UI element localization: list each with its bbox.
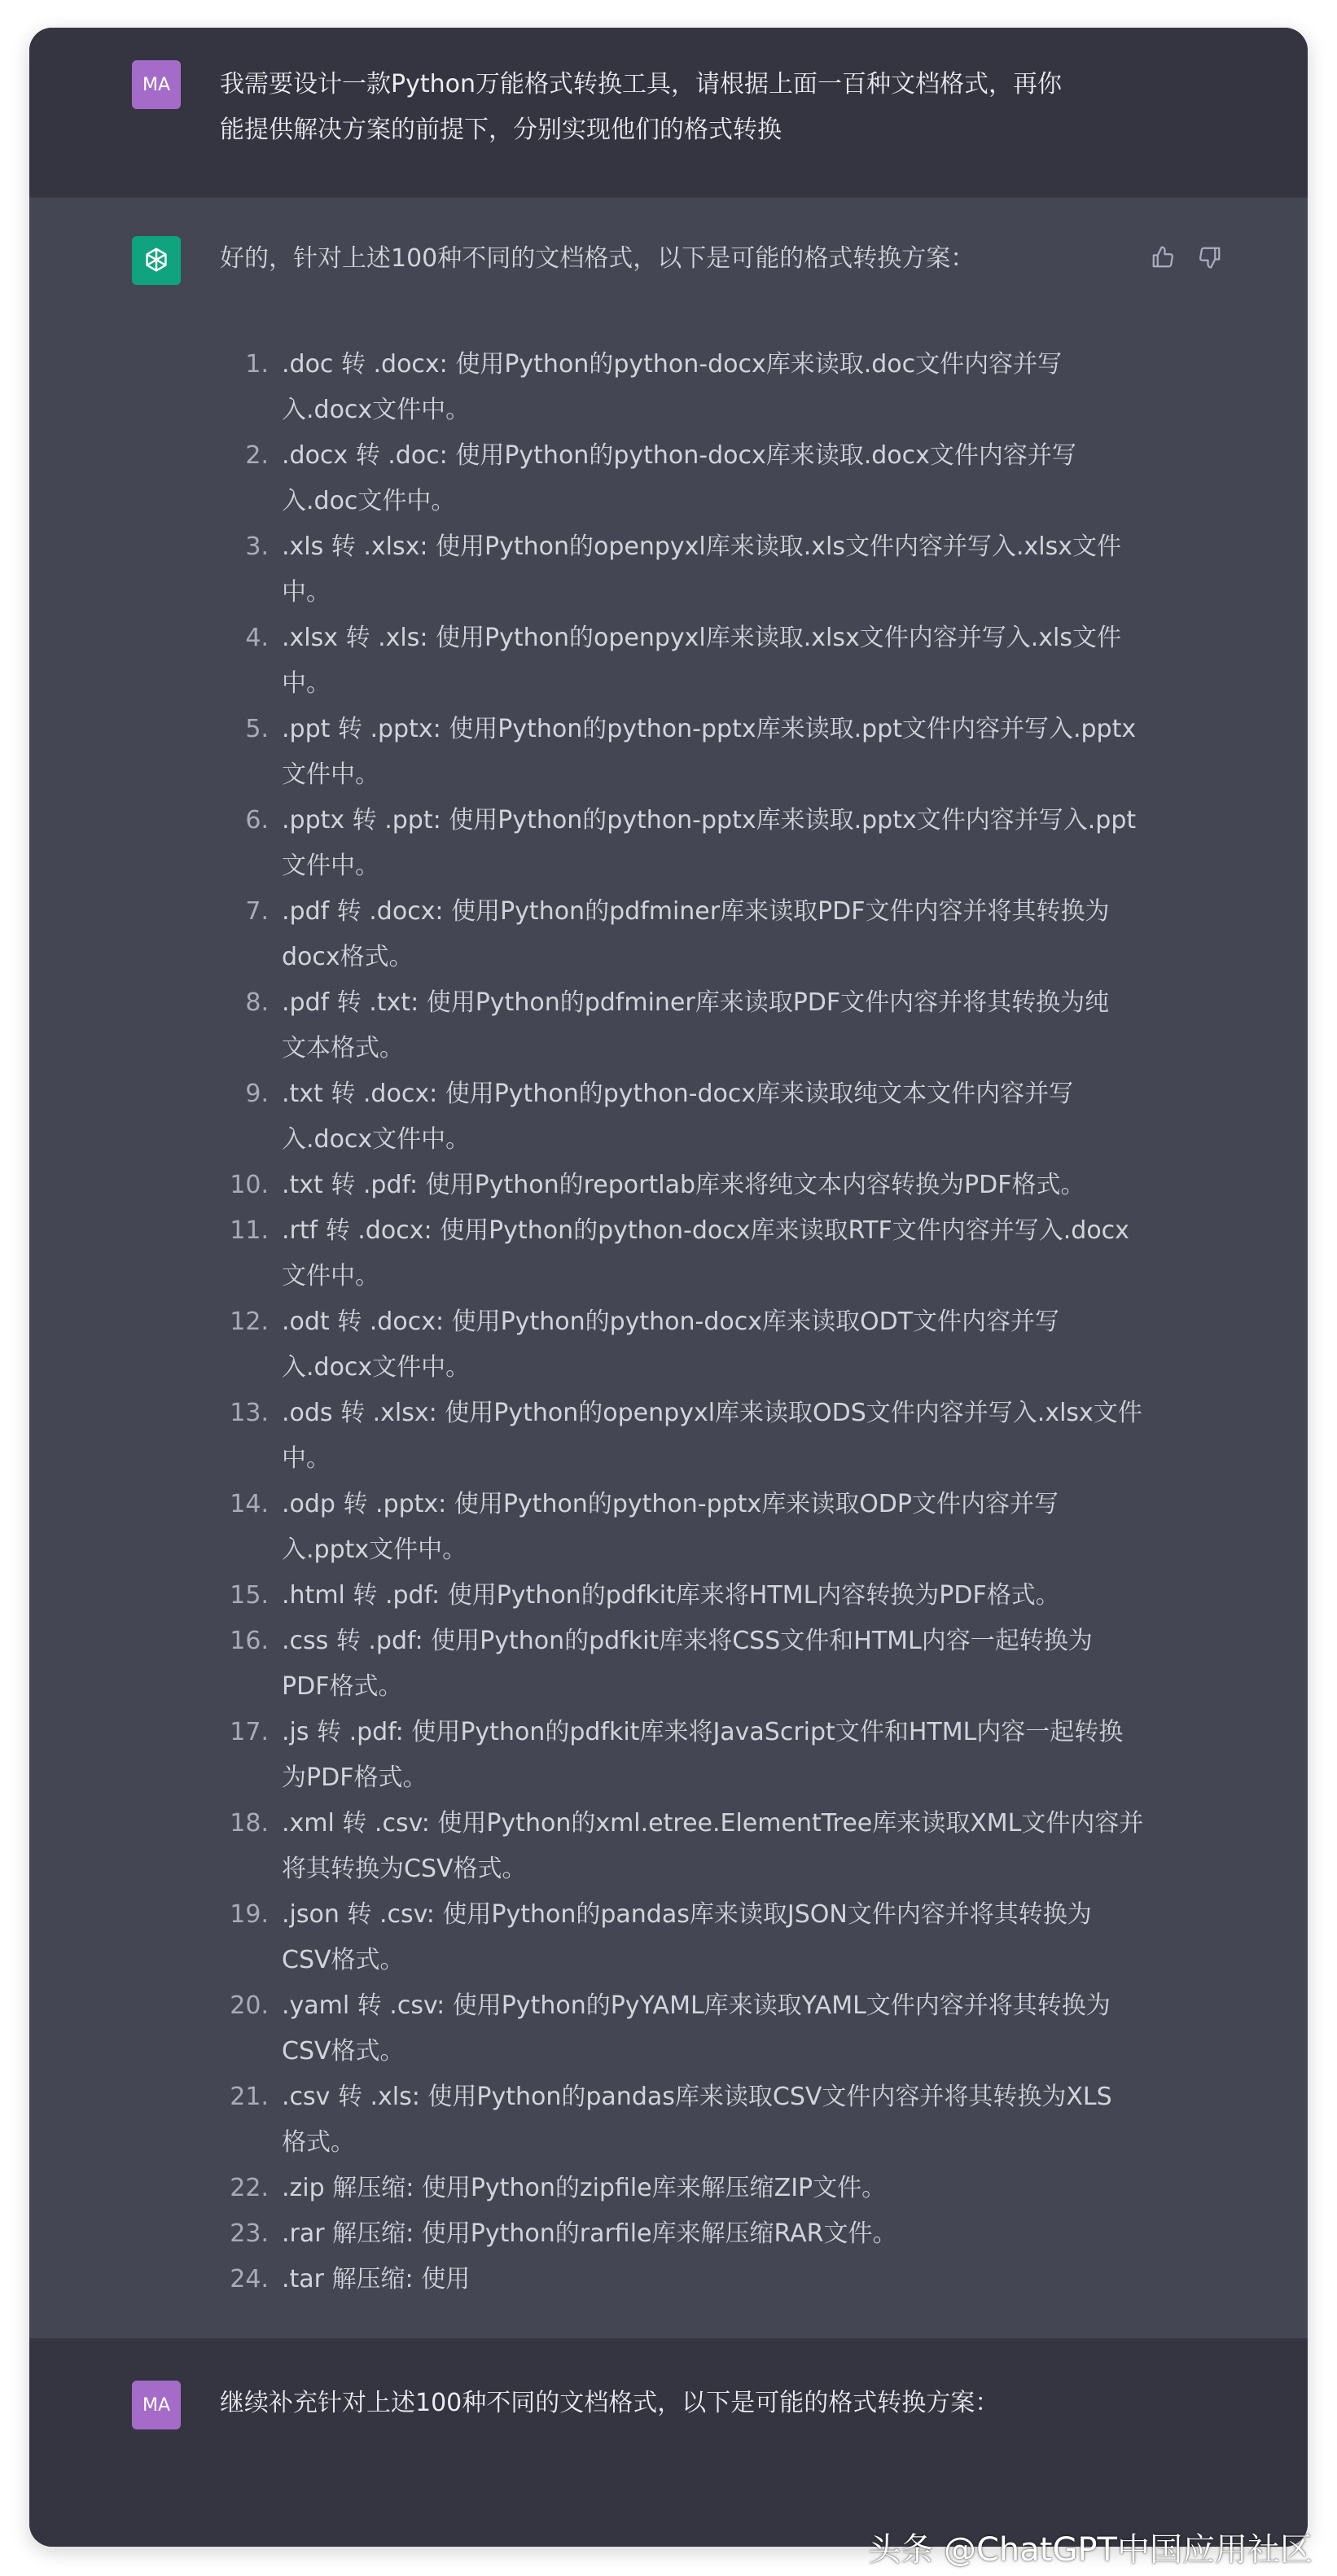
list-item-line: .pptx 转 .ppt: 使用Python的python-pptx库来读取.pptx文件内容并写入.ppt <box>282 806 1137 835</box>
list-item-line: 文本格式。 <box>282 1034 404 1062</box>
list-item-number: 13. <box>230 1399 269 1427</box>
list-item-line: .docx 转 .doc: 使用Python的python-docx库来读取.docx文件内容并写 <box>282 441 1076 470</box>
list-item-number: 8. <box>245 988 269 1017</box>
list-item-number: 21. <box>230 2083 269 2111</box>
thumbs-down-button[interactable] <box>1194 241 1226 274</box>
list-item <box>160 2074 1169 2166</box>
list-item <box>160 2211 1169 2257</box>
list-item <box>160 1619 1169 1710</box>
list-item <box>160 616 1169 707</box>
list-item-line: .xls 转 .xlsx: 使用Python的openpyxl库来读取.xls文件内容并写入.xlsx文件 <box>282 532 1121 561</box>
assistant-intro-text: 好的，针对上述100种不同的文档格式，以下是可能的格式转换方案： <box>220 244 975 273</box>
thumbs-up-icon <box>1151 245 1175 269</box>
list-item-line: 中。 <box>282 578 331 607</box>
list-item-number: 6. <box>245 806 269 835</box>
list-item-line: docx格式。 <box>282 943 414 971</box>
list-item-line: 入.doc文件中。 <box>282 487 456 515</box>
list-item-number: 24. <box>230 2265 269 2293</box>
list-item <box>160 1299 1169 1391</box>
list-item <box>160 798 1169 889</box>
list-item-number: 7. <box>245 897 269 926</box>
list-item-number: 22. <box>230 2174 269 2202</box>
list-item-line: PDF格式。 <box>282 1672 403 1701</box>
list-item-number: 2. <box>245 441 269 470</box>
list-item-number: 9. <box>245 1080 269 1108</box>
list-item <box>160 1071 1169 1163</box>
list-item-line: 为PDF格式。 <box>282 1763 427 1792</box>
user-message <box>29 2338 1308 2547</box>
list-item-line: .doc 转 .docx: 使用Python的python-docx库来读取.doc文件内容并写 <box>282 350 1063 379</box>
list-item-number: 11. <box>230 1216 269 1245</box>
list-item-number: 17. <box>230 1718 269 1746</box>
list-item <box>160 1391 1169 1482</box>
list-item <box>160 342 1169 433</box>
list-item-line: CSV格式。 <box>282 2037 405 2066</box>
list-item-line: .tar 解压缩: 使用 <box>282 2265 471 2293</box>
list-item-number: 10. <box>230 1171 269 1199</box>
watermark: 头条 @ChatGPT中国应用社区 <box>868 2531 1313 2569</box>
user-avatar: MA <box>132 2381 181 2429</box>
list-item-number: 23. <box>230 2219 269 2248</box>
user-message-line: 我需要设计一款Python万能格式转换工具，请根据上面一百种文档格式，再你 <box>220 70 1062 99</box>
list-item-number: 20. <box>230 1991 269 2020</box>
list-item-line: 入.docx文件中。 <box>282 1125 471 1154</box>
thumbs-down-icon <box>1198 245 1222 269</box>
list-item-number: 4. <box>245 624 269 652</box>
list-item <box>160 1208 1169 1299</box>
list-item-line: .html 转 .pdf: 使用Python的pdfkit库来将HTML内容转换为PDF格式。 <box>282 1581 1060 1610</box>
list-item <box>160 1801 1169 1892</box>
list-item <box>160 1573 1169 1619</box>
list-item-line: .ppt 转 .pptx: 使用Python的python-pptx库来读取.ppt文件内容并写入.pptx <box>282 715 1137 743</box>
list-item-number: 18. <box>230 1809 269 1838</box>
list-item-line: .csv 转 .xls: 使用Python的pandas库来读取CSV文件内容并将其转换为XLS <box>282 2083 1112 2111</box>
list-item-number: 14. <box>230 1490 269 1518</box>
list-item <box>160 980 1169 1071</box>
user-avatar: MA <box>132 60 181 109</box>
list-item-line: CSV格式。 <box>282 1946 405 1974</box>
list-item-line: .ods 转 .xlsx: 使用Python的openpyxl库来读取ODS文件内容并写入.xlsx文件 <box>282 1399 1142 1427</box>
user-message-text <box>220 62 1181 153</box>
list-item <box>160 524 1169 616</box>
user-message-text: 继续补充针对上述100种不同的文档格式，以下是可能的格式转换方案： <box>220 2389 1000 2417</box>
list-item <box>160 707 1169 798</box>
list-item-line: 文件中。 <box>282 760 379 789</box>
list-item-number: 5. <box>245 715 269 743</box>
thumbs-up-button[interactable] <box>1146 241 1179 274</box>
list-item <box>160 1892 1169 1983</box>
chat-window <box>29 28 1308 2547</box>
openai-logo-icon <box>141 245 172 276</box>
list-item-line: .js 转 .pdf: 使用Python的pdfkit库来将JavaScript文件和HTML内容一起转换 <box>282 1718 1124 1746</box>
list-item-line: 入.docx文件中。 <box>282 1353 471 1382</box>
list-item <box>160 889 1169 980</box>
list-item-line: .css 转 .pdf: 使用Python的pdfkit库来将CSS文件和HTML内容一起转换为 <box>282 1627 1093 1655</box>
list-item-number: 16. <box>230 1627 269 1655</box>
feedback-buttons <box>1146 241 1226 274</box>
list-item-line: .odt 转 .docx: 使用Python的python-docx库来读取ODT文件内容并写 <box>282 1308 1060 1336</box>
list-item-line: .xlsx 转 .xls: 使用Python的openpyxl库来读取.xlsx文件内容并写入.xls文件 <box>282 624 1121 652</box>
list-item <box>160 433 1169 524</box>
user-message-line: 能提供解决方案的前提下，分别实现他们的格式转换 <box>220 116 782 144</box>
list-item-line: .zip 解压缩: 使用Python的zipfile库来解压缩ZIP文件。 <box>282 2174 887 2202</box>
list-item-number: 3. <box>245 532 269 561</box>
list-item-number: 19. <box>230 1900 269 1929</box>
list-item-number: 12. <box>230 1308 269 1336</box>
list-item-line: 文件中。 <box>282 852 379 880</box>
conversion-list <box>160 342 1161 2302</box>
list-item <box>160 2166 1169 2211</box>
list-item-line: .txt 转 .pdf: 使用Python的reportlab库来将纯文本内容转换为PDF格式。 <box>282 1171 1085 1199</box>
list-item-line: .txt 转 .docx: 使用Python的python-docx库来读取纯文本文件内容并写 <box>282 1080 1074 1108</box>
list-item-line: 中。 <box>282 1444 331 1473</box>
list-item <box>160 1482 1169 1573</box>
user-message <box>29 28 1308 197</box>
list-item-line: 入.pptx文件中。 <box>282 1536 467 1564</box>
list-item-line: .odp 转 .pptx: 使用Python的python-pptx库来读取ODP文件内容并写 <box>282 1490 1059 1518</box>
list-item-line: .rtf 转 .docx: 使用Python的python-docx库来读取RTF文件内容并写入.docx <box>282 1216 1129 1245</box>
list-item <box>160 1710 1169 1801</box>
list-item-line: .rar 解压缩: 使用Python的rarfile库来解压缩RAR文件。 <box>282 2219 897 2248</box>
list-item-line: .json 转 .csv: 使用Python的pandas库来读取JSON文件内容并将其转换为 <box>282 1900 1092 1929</box>
list-item-number: 15. <box>230 1581 269 1610</box>
list-item-line: .pdf 转 .txt: 使用Python的pdfminer库来读取PDF文件内容并将其转换为纯 <box>282 988 1110 1017</box>
list-item <box>160 1163 1169 1208</box>
list-item-line: 文件中。 <box>282 1262 379 1290</box>
list-item-line: 中。 <box>282 669 331 698</box>
list-item-number: 1. <box>245 350 269 379</box>
list-item <box>160 1983 1169 2074</box>
list-item-line: 入.docx文件中。 <box>282 396 471 424</box>
list-item <box>160 2257 1169 2302</box>
list-item-line: 将其转换为CSV格式。 <box>282 1855 527 1883</box>
list-item-line: .pdf 转 .docx: 使用Python的pdfminer库来读取PDF文件内容并将其转换为 <box>282 897 1110 926</box>
list-item-line: 格式。 <box>282 2128 355 2157</box>
assistant-avatar <box>132 236 181 285</box>
list-item-line: .yaml 转 .csv: 使用Python的PyYAML库来读取YAML文件内容并将其转换为 <box>282 1991 1111 2020</box>
list-item-line: .xml 转 .csv: 使用Python的xml.etree.ElementTree库来读取XML文件内容并 <box>282 1809 1144 1838</box>
